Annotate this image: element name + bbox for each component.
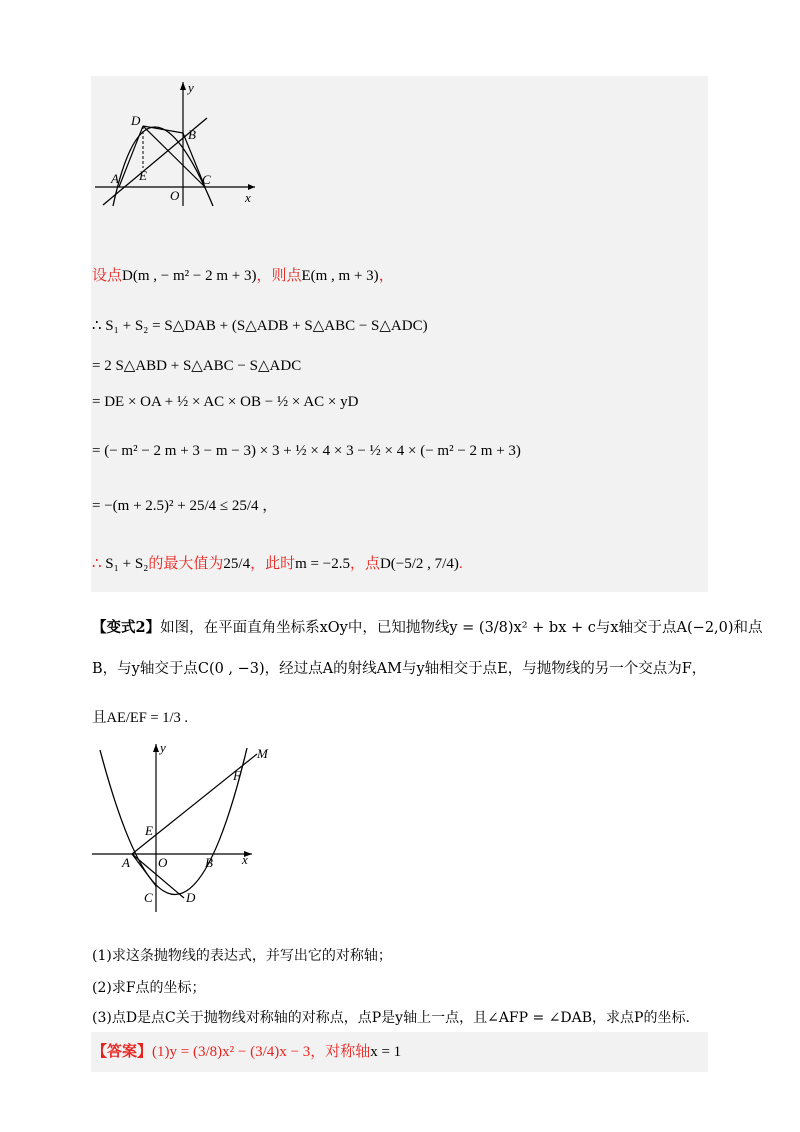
solution-line-6: = −(m + 2.5)² + 25/4 ≤ 25/4 ， xyxy=(92,498,278,514)
ratio-expr: AE/EF = 1/3 . xyxy=(106,710,188,726)
text-max-value: 的最大值为 xyxy=(148,556,224,572)
text-at-this-time: ，此时 xyxy=(250,556,296,572)
solution-line-2: ∴ S₁ + S₂ = S△DAB + (S△ADB + S△ABC − S△ADC) xyxy=(92,318,428,334)
solution-line-5: = (− m² − 2 m + 3 − m − 3) × 3 + ½ × 4 × 3 − ½ × 4 × (− m² − 2 m + 3) xyxy=(92,443,521,459)
question-1: (1)求这条抛物线的表达式，并写出它的对称轴； xyxy=(92,948,392,964)
problem-line-2: B，与y轴交于点C(0 , −3)，经过点A的射线AM与y轴相交于点E，与抛物线的另一个交点为F， xyxy=(92,661,707,677)
fig1-label-a: A xyxy=(111,171,119,186)
sum-expr: S₁ + S₂ xyxy=(105,556,149,572)
fig2-label-f: F xyxy=(233,768,241,783)
point-d-coords: D(−5/2 , 7/4) xyxy=(379,556,459,572)
answer-line xyxy=(92,1042,401,1062)
answer-axis-value: x = 1 xyxy=(370,1044,402,1060)
problem-line-1 xyxy=(92,618,763,638)
fig1-label-d: D xyxy=(131,113,141,128)
text-and: 且 xyxy=(92,710,107,726)
comma: ， xyxy=(378,268,394,284)
fig2-label-e: E xyxy=(145,823,153,838)
point-e-expr: E(m , m + 3) xyxy=(301,268,379,284)
m-value: m = −2.5 xyxy=(295,556,350,572)
fig2-label-x: x xyxy=(242,852,248,867)
therefore-symbol: ∴ xyxy=(92,556,102,572)
fig1-label-b: B xyxy=(188,127,196,142)
solution-line-3: = 2 S△ABD + S△ABC − S△ADC xyxy=(92,358,302,374)
period: . xyxy=(458,556,463,572)
text-then-point: ，则点 xyxy=(256,268,302,284)
text-point: ，点 xyxy=(349,556,380,572)
solution-line-1 xyxy=(92,266,394,286)
fig2-label-a: A xyxy=(122,855,130,870)
max-value: 25/4 xyxy=(223,556,251,572)
problem-line-3 xyxy=(92,708,188,728)
point-d-expr: D(m , − m² − 2 m + 3) xyxy=(122,268,257,284)
fig2-label-c: C xyxy=(144,890,153,905)
fig1-label-y: y xyxy=(188,80,194,95)
text-set-point: 设点 xyxy=(92,268,123,284)
fig2-label-d: D xyxy=(186,890,196,905)
fig1-label-o: O xyxy=(170,188,180,203)
problem-text-1: 如图，在平面直角坐标系xOy中，已知抛物线y = (3/8)x² + bx + c与x轴交于点A(−2,0)和点 xyxy=(160,620,763,636)
variant-tag: 【变式2】 xyxy=(92,619,161,636)
question-3: (3)点D是点C关于抛物线对称轴的对称点，点P是y轴上一点，且∠AFP = ∠DAB，求点P的坐标. xyxy=(92,1010,690,1026)
fig1-label-e: E xyxy=(139,168,147,183)
solution-line-7 xyxy=(92,554,463,574)
fig2-label-m: M xyxy=(257,746,268,761)
solution-line-4: = DE × OA + ½ × AC × OB − ½ × AC × yD xyxy=(92,394,359,410)
fig1-label-x: x xyxy=(245,190,251,205)
answer-tag: 【答案】 xyxy=(92,1044,153,1060)
figure-2 xyxy=(92,740,272,915)
figure-1 xyxy=(95,78,265,208)
answer-axis-text: ，对称轴 xyxy=(310,1044,371,1060)
fig2-label-y: y xyxy=(160,740,166,755)
question-2: (2)求F点的坐标； xyxy=(92,980,206,996)
fig2-label-o: O xyxy=(158,855,168,870)
fig1-label-c: C xyxy=(202,172,211,187)
fig2-label-b: B xyxy=(205,855,213,870)
answer-expression: (1)y = (3/8)x² − (3/4)x − 3 xyxy=(152,1044,311,1060)
